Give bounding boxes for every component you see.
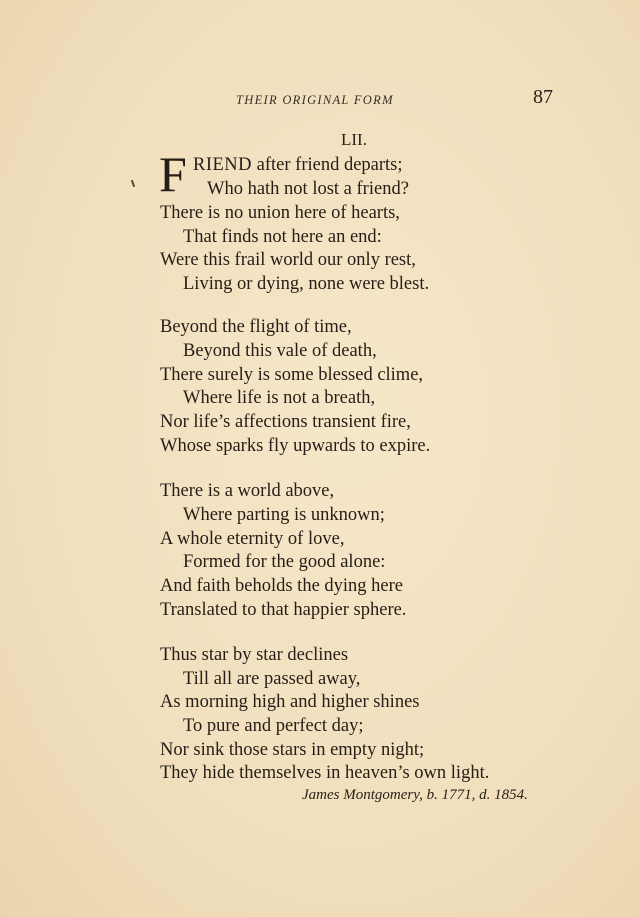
poem-line: Where life is not a breath, [183,388,376,408]
drop-cap: F [159,146,187,202]
print-speck [131,180,135,187]
poem-line: Who hath not lost a friend? [207,179,409,199]
poem-line: They hide themselves in heaven’s own light. [160,763,490,783]
poem-line: Where parting is unknown; [183,505,385,525]
poem-line: Translated to that happier sphere. [160,600,407,620]
death-year: d. 1854. [479,787,528,803]
poem-line: Whose sparks fly upwards to expire. [160,436,431,456]
poem-line: Living or dying, none were blest. [183,274,430,294]
poem-line: Nor sink those stars in empty night; [160,740,425,760]
poem-line: There is no union here of hearts, [160,203,400,223]
running-head: THEIR ORIGINAL FORM [236,93,394,107]
poem-line: There surely is some blessed clime, [160,365,424,385]
birth-year: b. 1771 [426,787,472,803]
poem-line: Till all are passed away, [183,669,361,689]
poem-line: A whole eternity of love, [160,529,345,549]
poem-line: Thus star by star declines [160,645,349,665]
poem-line: There is a world above, [160,481,335,501]
poem-line: That finds not here an end: [183,227,382,247]
page-number: 87 [533,86,553,108]
poem-line: Nor life’s affections transient fire, [160,412,411,432]
poem-line: To pure and perfect day; [183,716,364,736]
poem-line: Beyond this vale of death, [183,341,377,361]
poem-line: Were this frail world our only rest, [160,250,416,270]
attribution: James Montgomery, b. 1771, d. 1854. [302,787,528,803]
first-line-tail: after friend departs; [252,155,403,175]
poem-number: LII. [341,130,367,149]
author-name: James Montgomery [302,787,420,803]
poem-line: And faith beholds the dying here [160,576,404,596]
poem-line: Formed for the good alone: [183,552,386,572]
poem-line-1 [193,155,403,176]
poem-line: Beyond the flight of time, [160,317,352,337]
poem-line: As morning high and higher shines [160,692,420,712]
first-word: RIEND [193,155,253,175]
